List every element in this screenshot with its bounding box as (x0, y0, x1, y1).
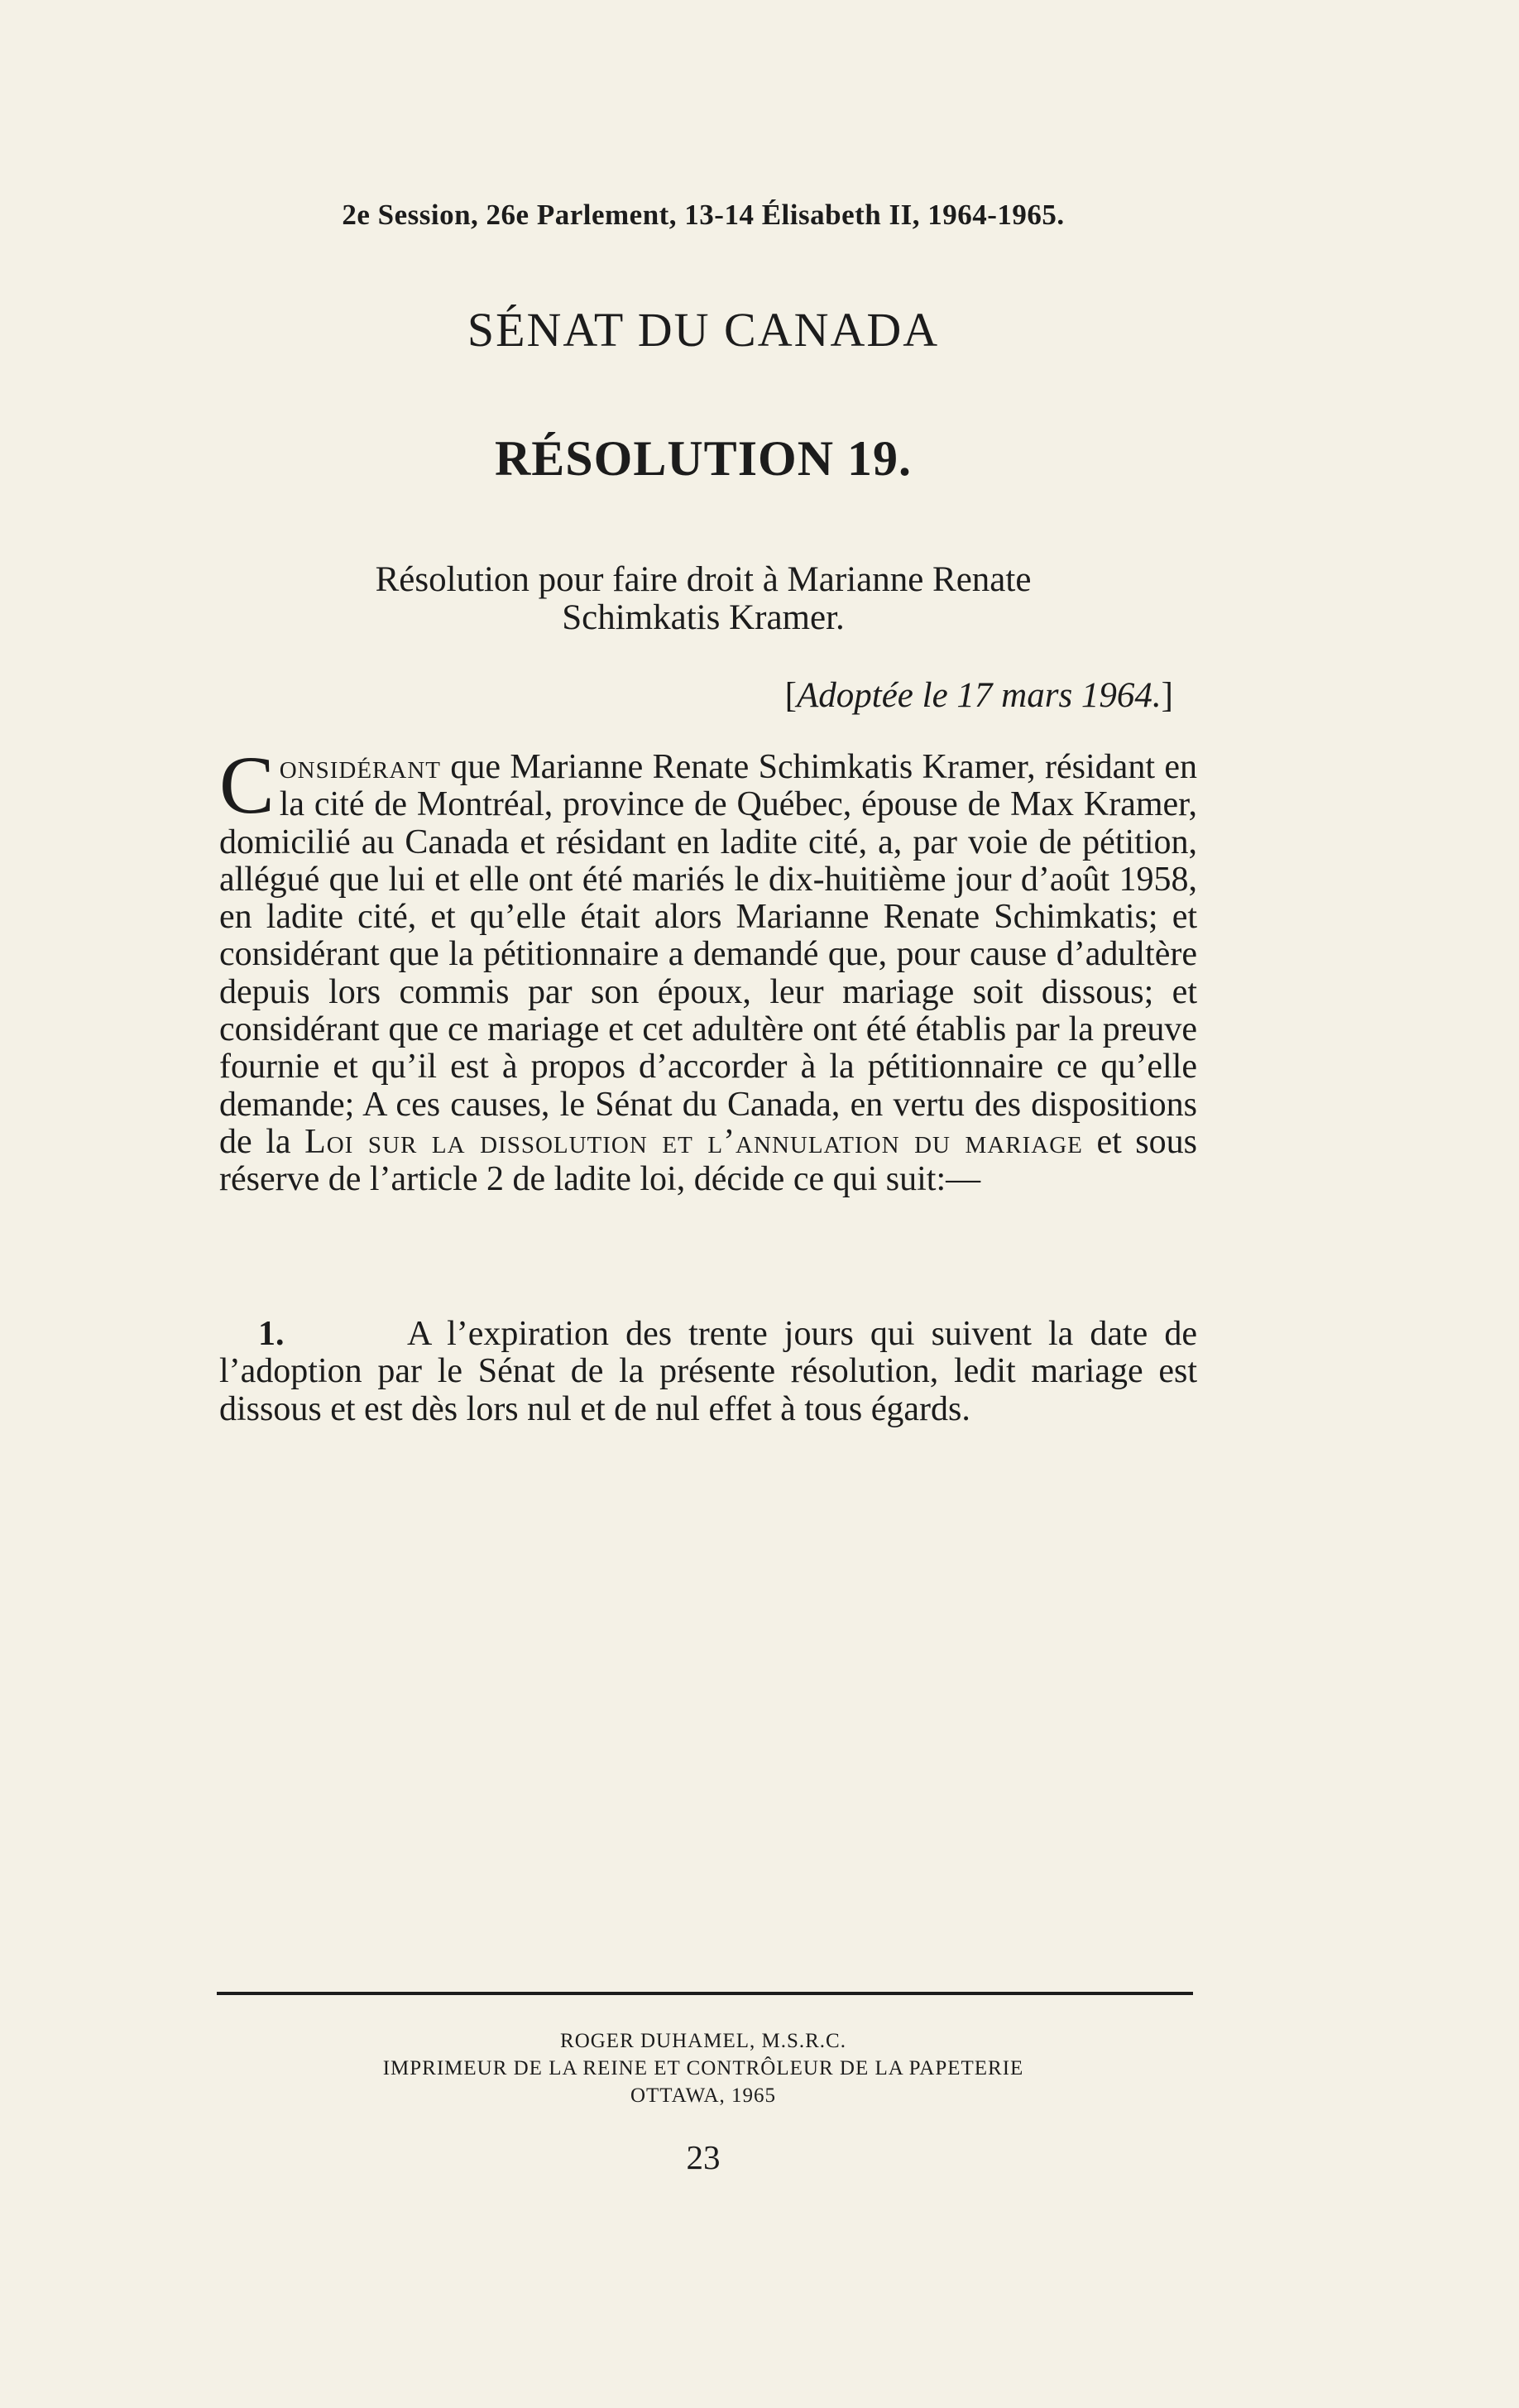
preamble-text-part-2: et sous réserve de l’article 2 de ladite loi, décide ce qui suit:— (219, 1122, 1197, 1199)
printer-title: IMPRIMEUR DE LA REINE ET CONTRÔLEUR DE LA PAPETERIE (382, 2057, 1024, 2079)
preamble-lead-word: onsidérant (279, 748, 441, 786)
adoption-close-bracket: ] (1161, 676, 1173, 715)
clause-1 (219, 1316, 1197, 1428)
preamble-paragraph (219, 739, 1197, 1199)
adoption-date (0, 675, 1173, 716)
preamble-text-part-1: que Marianne Renate Schimkatis Kramer, résidant en la cité de Montréal, province de Québec, épouse de Max Kramer, domicilié au Canada et résidant en ladite cité, a, par voie de pétition, allégué que lui et elle ont été mariés le dix-huitième jour d’août 1958, en ladite cité, et qu’elle était alors Marianne Renate Schimkatis; et considérant que la pétitionnaire a demandé que, pour cause d’adultère depuis lors commis par son époux, leur mariage soit dissous; et considérant que ce mariage et cet adultère ont été établis par la preuve fournie et qu’il est à propos d’accorder à la pétitionnaire ce qu’elle demande; A ces causes, le Sénat du Canada, en vertu des dispositions de la (219, 748, 1197, 1161)
footer-divider (217, 1992, 1193, 1995)
clause-number: 1. (258, 1315, 285, 1353)
drop-cap: C (219, 739, 275, 831)
printer-imprint (0, 2027, 1406, 2109)
resolution-title: RÉSOLUTION 19. (494, 431, 913, 486)
printer-name: ROGER DUHAMEL, M.S.R.C. (560, 2030, 846, 2052)
chamber-title: SÉNAT DU CANADA (467, 303, 940, 357)
summary-line-1: Résolution pour faire droit à Marianne Renate (375, 560, 1032, 599)
adoption-text: Adoptée le 17 mars 1964. (796, 676, 1162, 715)
clause-text: A l’expiration des trente jours qui suivent la date de l’adoption par le Sénat de la présente résolution, ledit mariage est dissous et est dès lors nul et de nul effet à tous égards. (219, 1315, 1197, 1428)
summary-line-2: Schimkatis Kramer. (562, 598, 845, 637)
session-header: 2e Session, 26e Parlement, 13-14 Élisabeth II, 1964-1965. (342, 199, 1065, 231)
resolution-summary (0, 561, 1406, 637)
adoption-open-bracket: [ (784, 676, 797, 715)
act-name: Loi sur la dissolution et l’annulation du mariage (304, 1122, 1083, 1161)
printer-place-year: OTTAWA, 1965 (630, 2084, 777, 2107)
page-number: 23 (686, 2138, 721, 2176)
